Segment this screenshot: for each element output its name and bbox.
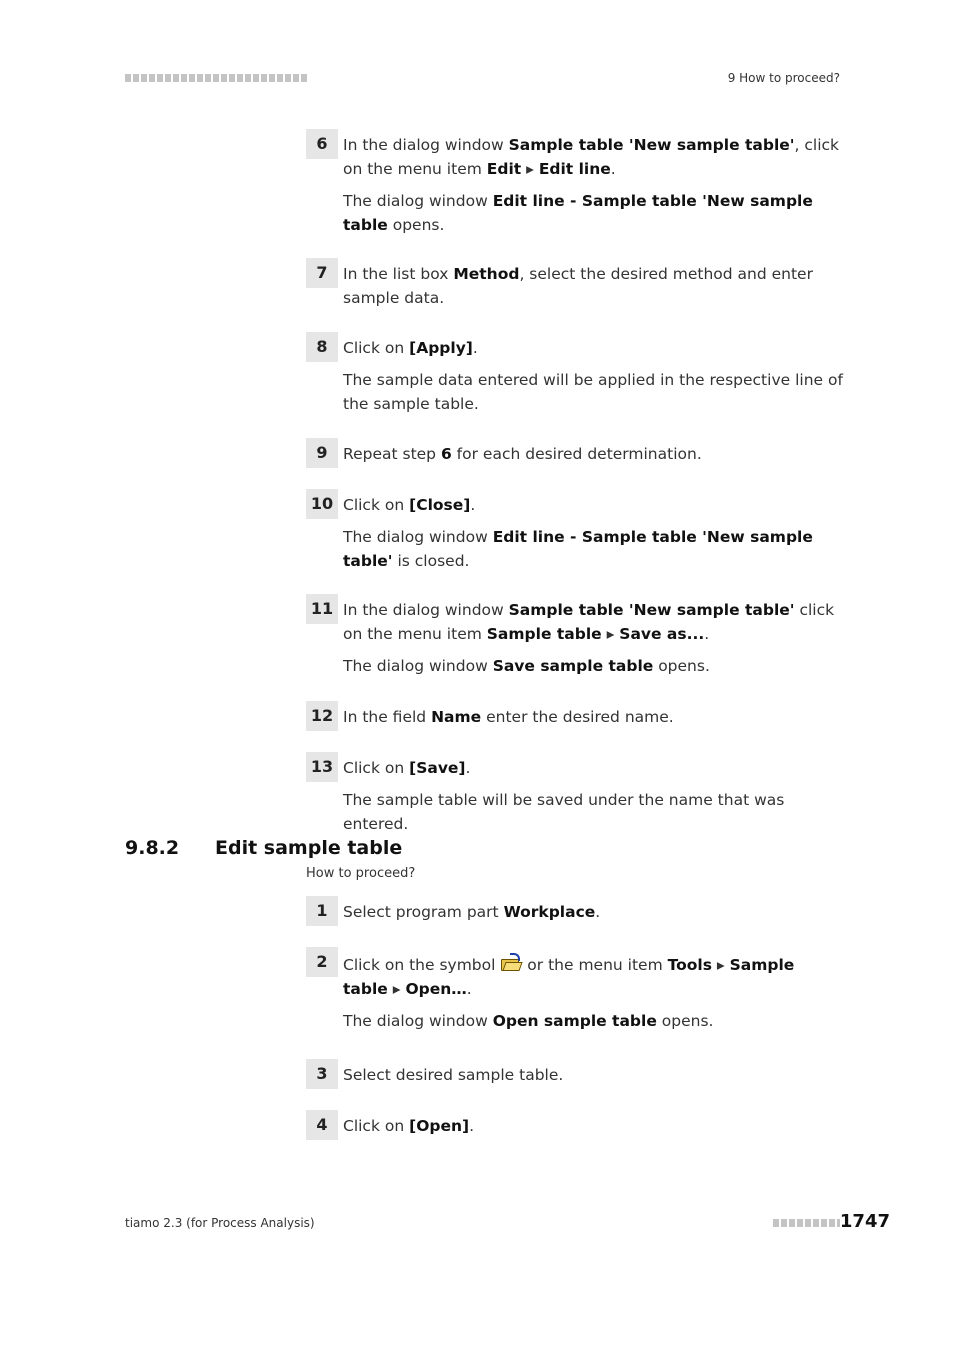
section-heading bbox=[125, 837, 402, 859]
step-number: 9 bbox=[306, 438, 338, 468]
step-body: Select program part Workplace. bbox=[343, 903, 601, 921]
step-body: Click on the symbol or the menu item Tools ▸ Sample table ▸ Open…. The dialog window Open sample table opens. bbox=[343, 953, 843, 1033]
step-number: 1 bbox=[306, 896, 338, 926]
step-body: Select desired sample table. bbox=[343, 1066, 564, 1084]
step-number: 4 bbox=[306, 1110, 338, 1140]
step-body: Click on [Apply]. The sample data entered will be applied in the respective line of the sample table. bbox=[343, 339, 843, 413]
step-number: 7 bbox=[306, 258, 338, 288]
step-body: Click on [Save]. The sample table will be saved under the name that was entered. bbox=[343, 759, 785, 833]
header-chapter: 9 How to proceed? bbox=[727, 71, 840, 85]
step-number: 13 bbox=[306, 752, 338, 782]
step-body: Click on [Open]. bbox=[343, 1117, 475, 1135]
step-body: In the dialog window Sample table 'New sample table' click on the menu item Sample table ▸ Save as.... The dialog window Save sample table opens. bbox=[343, 601, 835, 675]
step-body: In the field Name enter the desired name. bbox=[343, 708, 674, 726]
step-body: Repeat step 6 for each desired determination. bbox=[343, 445, 702, 463]
step-number: 2 bbox=[306, 947, 338, 977]
step-body: Click on [Close]. The dialog window Edit line - Sample table 'New sample table' is closed. bbox=[343, 496, 813, 570]
header-dots bbox=[125, 74, 307, 82]
open-folder-icon bbox=[500, 953, 522, 973]
footer-dots bbox=[773, 1219, 840, 1227]
step-body: In the dialog window Sample table 'New sample table', click on the menu item Edit ▸ Edit line. The dialog window Edit line - Sample table 'New sample table opens. bbox=[343, 136, 840, 234]
page-number: 1747 bbox=[839, 1211, 890, 1232]
step-number: 12 bbox=[306, 701, 338, 731]
step-number: 6 bbox=[306, 129, 338, 159]
section-title: Edit sample table bbox=[215, 837, 403, 859]
step-body: In the list box Method, select the desired method and enter sample data. bbox=[343, 265, 813, 307]
step-number: 3 bbox=[306, 1059, 338, 1089]
step-number: 8 bbox=[306, 332, 338, 362]
section-intro: How to proceed? bbox=[306, 866, 416, 881]
section-number: 9.8.2 bbox=[125, 837, 180, 859]
footer-product: tiamo 2.3 (for Process Analysis) bbox=[125, 1216, 315, 1230]
step-number: 11 bbox=[306, 594, 338, 624]
step-number: 10 bbox=[306, 489, 338, 519]
